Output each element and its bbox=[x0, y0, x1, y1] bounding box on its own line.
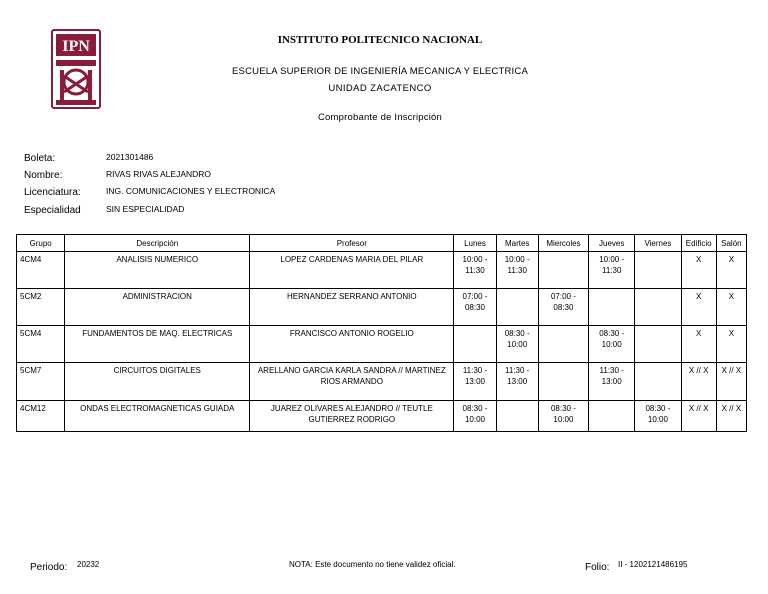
header-martes: Martes bbox=[496, 235, 538, 252]
school-name: ESCUELA SUPERIOR DE INGENIERÍA MECANICA Y ELECTRICA bbox=[232, 66, 528, 77]
cell-jueves bbox=[589, 401, 635, 432]
nota-text: NOTA: Este documento no tiene validez oficial. bbox=[289, 560, 456, 569]
licenciatura-label: Licenciatura: bbox=[24, 187, 81, 198]
cell-profesor: JUAREZ OLIVARES ALEJANDRO // TEUTLE GUTIERREZ RODRIGO bbox=[250, 401, 454, 432]
cell-salon: X bbox=[716, 289, 746, 326]
cell-jueves: 10:00 - 11:30 bbox=[589, 252, 635, 289]
cell-descripcion: CIRCUITOS DIGITALES bbox=[65, 363, 250, 401]
unit-name: UNIDAD ZACATENCO bbox=[328, 83, 432, 94]
cell-miercoles: 08:30 - 10:00 bbox=[538, 401, 588, 432]
cell-lunes: 11:30 - 13:00 bbox=[454, 363, 496, 401]
cell-lunes bbox=[454, 326, 496, 363]
table-row bbox=[17, 289, 747, 326]
cell-viernes bbox=[635, 326, 681, 363]
header-jueves: Jueves bbox=[589, 235, 635, 252]
periodo-label: Periodo: bbox=[30, 562, 68, 573]
nombre-value: RIVAS RIVAS ALEJANDRO bbox=[106, 169, 212, 179]
cell-grupo: 5CM2 bbox=[17, 289, 65, 326]
table-row bbox=[17, 326, 747, 363]
boleta-value: 2021301486 bbox=[106, 152, 154, 162]
cell-viernes bbox=[635, 363, 681, 401]
cell-salon: X // X bbox=[716, 401, 746, 432]
document-title: Comprobante de Inscripción bbox=[317, 112, 442, 123]
cell-martes: 10:00 - 11:30 bbox=[496, 252, 538, 289]
cell-profesor: HERNANDEZ SERRANO ANTONIO bbox=[250, 289, 454, 326]
cell-martes bbox=[496, 289, 538, 326]
cell-profesor: ARELLANO GARCIA KARLA SANDRA // MARTINEZ RIOS ARMANDO bbox=[250, 363, 454, 401]
cell-descripcion: ANALISIS NUMERICO bbox=[65, 252, 250, 289]
boleta-label: Boleta: bbox=[24, 153, 56, 164]
especialidad-value: SIN ESPECIALIDAD bbox=[106, 204, 185, 214]
cell-descripcion: FUNDAMENTOS DE MAQ. ELECTRICAS bbox=[65, 326, 250, 363]
institution-title: INSTITUTO POLITECNICO NACIONAL bbox=[277, 34, 483, 46]
cell-descripcion: ADMINISTRACION bbox=[65, 289, 250, 326]
folio-value: II - 1202121486195 bbox=[618, 560, 688, 569]
schedule-table bbox=[16, 234, 747, 432]
nombre-label: Nombre: bbox=[24, 170, 63, 181]
table-row bbox=[17, 252, 747, 289]
cell-jueves bbox=[589, 289, 635, 326]
header-profesor: Profesor bbox=[250, 235, 454, 252]
cell-grupo: 5CM7 bbox=[17, 363, 65, 401]
logo-text: IPN bbox=[62, 38, 90, 55]
cell-edificio: X // X bbox=[681, 401, 716, 432]
cell-miercoles bbox=[538, 252, 588, 289]
cell-edificio: X bbox=[681, 326, 716, 363]
licenciatura-value: ING. COMUNICACIONES Y ELECTRONICA bbox=[106, 186, 276, 196]
cell-martes bbox=[496, 401, 538, 432]
cell-profesor: LOPEZ CARDENAS MARIA DEL PILAR bbox=[250, 252, 454, 289]
cell-salon: X bbox=[716, 252, 746, 289]
cell-miercoles bbox=[538, 363, 588, 401]
cell-lunes: 10:00 - 11:30 bbox=[454, 252, 496, 289]
header-miercoles: Miercoles bbox=[538, 235, 588, 252]
cell-salon: X // X bbox=[716, 363, 746, 401]
cell-viernes bbox=[635, 252, 681, 289]
cell-grupo: 4CM4 bbox=[17, 252, 65, 289]
cell-salon: X bbox=[716, 326, 746, 363]
cell-grupo: 5CM4 bbox=[17, 326, 65, 363]
cell-jueves: 11:30 - 13:00 bbox=[589, 363, 635, 401]
header-grupo: Grupo bbox=[17, 235, 65, 252]
cell-lunes: 07:00 - 08:30 bbox=[454, 289, 496, 326]
cell-miercoles: 07:00 - 08:30 bbox=[538, 289, 588, 326]
especialidad-label: Especialidad bbox=[24, 205, 81, 216]
header-edificio: Edificio bbox=[681, 235, 716, 252]
cell-viernes bbox=[635, 289, 681, 326]
header-salon: Salón bbox=[716, 235, 746, 252]
cell-lunes: 08:30 - 10:00 bbox=[454, 401, 496, 432]
cell-martes: 08:30 - 10:00 bbox=[496, 326, 538, 363]
header-descripcion: Descripción bbox=[65, 235, 250, 252]
header-lunes: Lunes bbox=[454, 235, 496, 252]
header-viernes: Viernes bbox=[635, 235, 681, 252]
cell-edificio: X bbox=[681, 289, 716, 326]
cell-profesor: FRANCISCO ANTONIO ROGELIO bbox=[250, 326, 454, 363]
cell-jueves: 08:30 - 10:00 bbox=[589, 326, 635, 363]
folio-label: Folio: bbox=[585, 562, 610, 573]
periodo-value: 20232 bbox=[77, 560, 100, 569]
cell-grupo: 4CM12 bbox=[17, 401, 65, 432]
cell-edificio: X // X bbox=[681, 363, 716, 401]
cell-miercoles bbox=[538, 326, 588, 363]
cell-viernes: 08:30 - 10:00 bbox=[635, 401, 681, 432]
cell-edificio: X bbox=[681, 252, 716, 289]
table-row bbox=[17, 363, 747, 401]
table-header-row bbox=[17, 235, 747, 252]
cell-martes: 11:30 - 13:00 bbox=[496, 363, 538, 401]
table-row bbox=[17, 401, 747, 432]
cell-descripcion: ONDAS ELECTROMAGNETICAS GUIADA bbox=[65, 401, 250, 432]
